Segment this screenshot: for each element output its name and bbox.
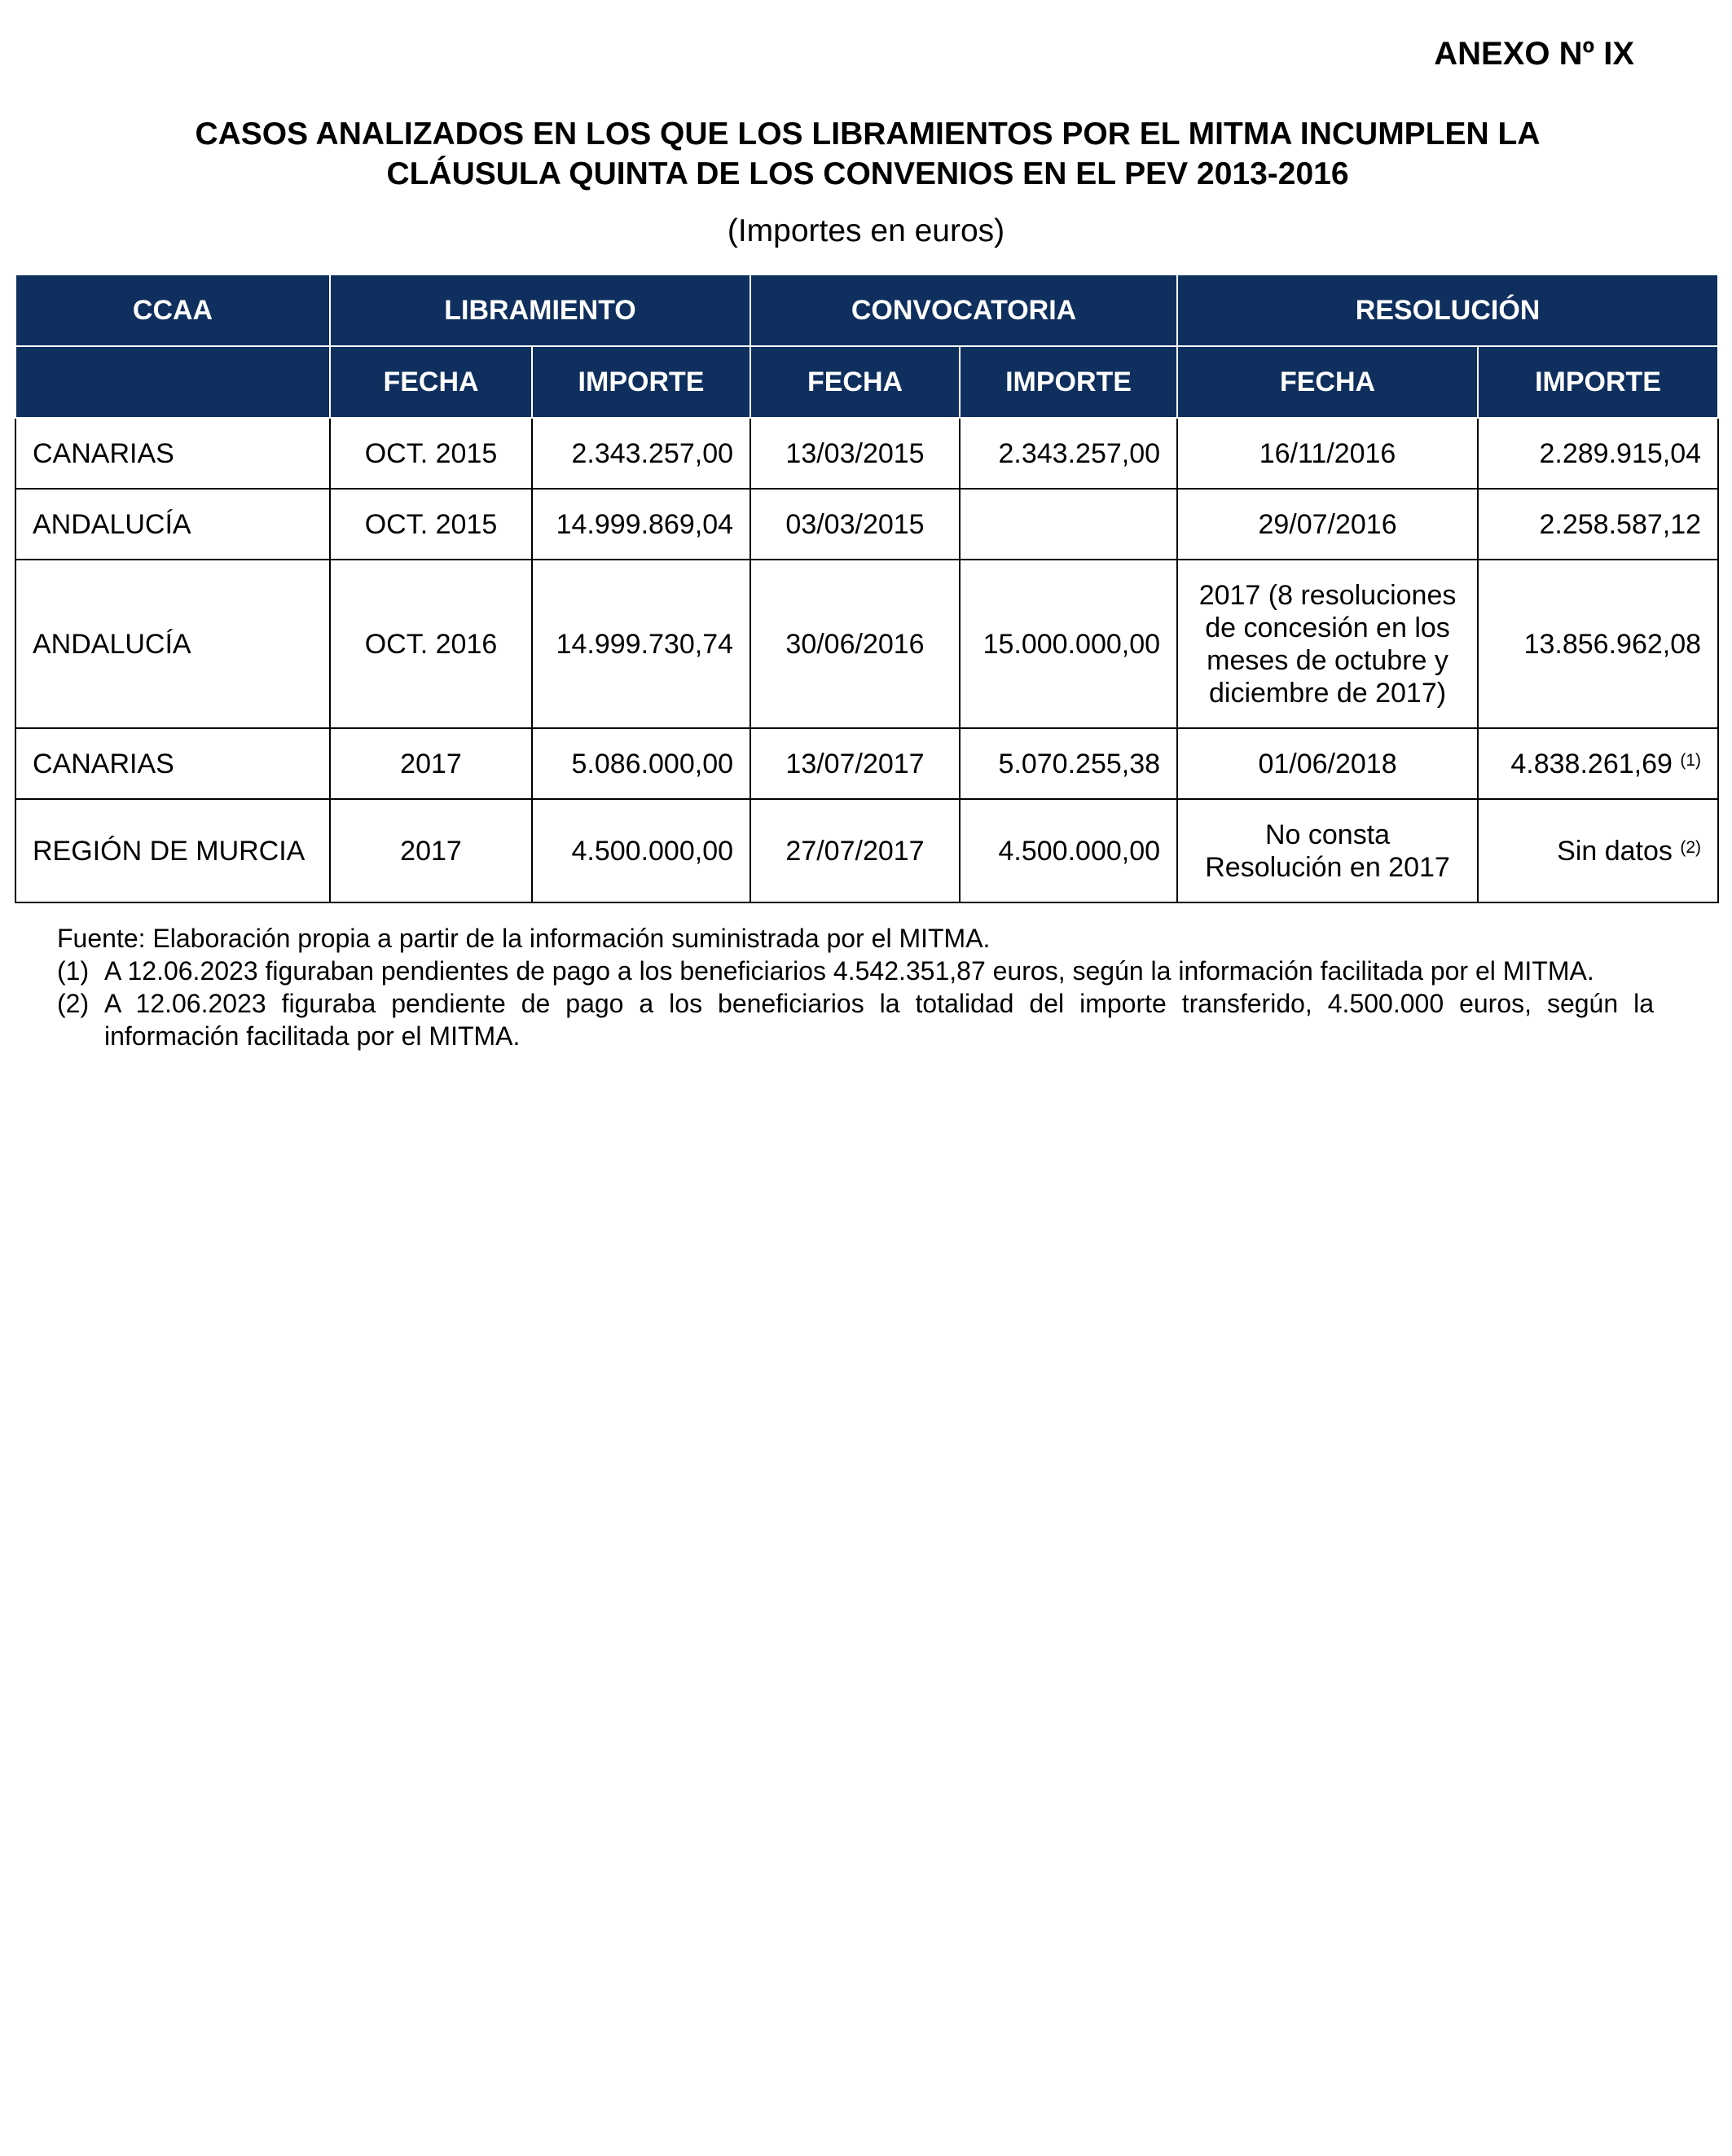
res-fecha-line: Resolución en 2017 xyxy=(1205,851,1450,883)
footnote-2 xyxy=(57,987,1654,1052)
cell-lib-fecha: OCT. 2015 xyxy=(330,489,532,560)
cell-lib-fecha: 2017 xyxy=(330,728,532,799)
title-line-2: CLÁUSULA QUINTA DE LOS CONVENIOS EN EL PEV 2013-2016 xyxy=(386,156,1349,191)
table-row xyxy=(15,418,1718,489)
cell-conv-fecha: 27/07/2017 xyxy=(750,799,960,902)
page-title xyxy=(49,114,1686,194)
footnote-text: A 12.06.2023 figuraba pendiente de pago a los beneficiarios la totalidad del importe transferido, 4.500.000 euros, según la información facilitada por el MITMA. xyxy=(104,989,1654,1051)
header-conv-fecha: FECHA xyxy=(750,346,960,418)
cell-res-fecha: 16/11/2016 xyxy=(1177,418,1478,489)
res-fecha-line: de concesión en los xyxy=(1205,612,1450,643)
footnote-number: (1) xyxy=(57,956,90,986)
header-lib-fecha: FECHA xyxy=(330,346,532,418)
title-line-1: CASOS ANALIZADOS EN LOS QUE LOS LIBRAMIENTOS POR EL MITMA INCUMPLEN LA xyxy=(195,116,1541,151)
header-ccaa: CCAA xyxy=(15,274,330,346)
res-fecha-line: No consta xyxy=(1264,819,1391,850)
cell-res-fecha xyxy=(1177,799,1478,902)
table-footer xyxy=(57,922,1654,1052)
res-importe-value: Sin datos xyxy=(1557,835,1673,867)
cases-table xyxy=(15,274,1719,903)
header-lib-importe: IMPORTE xyxy=(532,346,750,418)
cell-ccaa: CANARIAS xyxy=(15,418,330,489)
res-fecha-line: diciembre de 2017) xyxy=(1209,677,1447,709)
cell-res-importe: 13.856.962,08 xyxy=(1478,560,1718,728)
cell-res-importe xyxy=(1478,728,1718,799)
cell-conv-importe: 5.070.255,38 xyxy=(960,728,1177,799)
cell-lib-importe: 4.500.000,00 xyxy=(532,799,750,902)
cell-conv-fecha: 30/06/2016 xyxy=(750,560,960,728)
cell-conv-importe xyxy=(960,489,1177,560)
cell-conv-fecha: 13/07/2017 xyxy=(750,728,960,799)
header-resolucion: RESOLUCIÓN xyxy=(1177,274,1718,346)
cell-ccaa: CANARIAS xyxy=(15,728,330,799)
cell-res-importe xyxy=(1478,799,1718,902)
cell-res-fecha: 01/06/2018 xyxy=(1177,728,1478,799)
cell-conv-importe: 4.500.000,00 xyxy=(960,799,1177,902)
cell-res-importe: 2.258.587,12 xyxy=(1478,489,1718,560)
cell-res-fecha: 29/07/2016 xyxy=(1177,489,1478,560)
footnote-ref: (2) xyxy=(1680,837,1702,857)
cell-lib-fecha: 2017 xyxy=(330,799,532,902)
table-row xyxy=(15,489,1718,560)
footnote-number: (2) xyxy=(57,989,90,1018)
cell-lib-fecha: OCT. 2016 xyxy=(330,560,532,728)
cell-conv-fecha: 13/03/2015 xyxy=(750,418,960,489)
cell-conv-fecha: 03/03/2015 xyxy=(750,489,960,560)
cell-lib-importe: 14.999.869,04 xyxy=(532,489,750,560)
table-row xyxy=(15,560,1718,728)
header-libramiento: LIBRAMIENTO xyxy=(330,274,750,346)
footnote-text: A 12.06.2023 figuraban pendientes de pago a los beneficiarios 4.542.351,87 euros, según la información facilitada por el MITMA. xyxy=(104,956,1594,986)
cell-conv-importe: 2.343.257,00 xyxy=(960,418,1177,489)
header-sub-row xyxy=(15,346,1718,418)
header-convocatoria: CONVOCATORIA xyxy=(750,274,1177,346)
cell-conv-importe: 15.000.000,00 xyxy=(960,560,1177,728)
units-subtitle: (Importes en euros) xyxy=(727,213,1005,248)
cell-lib-importe: 14.999.730,74 xyxy=(532,560,750,728)
cell-lib-fecha: OCT. 2015 xyxy=(330,418,532,489)
res-fecha-line: meses de octubre y xyxy=(1207,644,1448,676)
cell-lib-importe: 2.343.257,00 xyxy=(532,418,750,489)
header-res-fecha: FECHA xyxy=(1177,346,1478,418)
source-note: Fuente: Elaboración propia a partir de la información suministrada por el MITMA. xyxy=(57,924,991,953)
res-importe-value: 4.838.261,69 xyxy=(1510,748,1673,779)
cell-res-fecha xyxy=(1177,560,1478,728)
cell-ccaa: ANDALUCÍA xyxy=(15,560,330,728)
cell-res-importe: 2.289.915,04 xyxy=(1478,418,1718,489)
annex-label: ANEXO Nº IX xyxy=(1434,36,1634,72)
header-group-row xyxy=(15,274,1718,346)
footnote-1 xyxy=(57,955,1654,987)
cell-lib-importe: 5.086.000,00 xyxy=(532,728,750,799)
header-empty xyxy=(15,346,330,418)
cell-ccaa: REGIÓN DE MURCIA xyxy=(15,799,330,902)
cell-ccaa: ANDALUCÍA xyxy=(15,489,330,560)
res-fecha-line: 2017 (8 resoluciones xyxy=(1198,579,1457,611)
header-res-importe: IMPORTE xyxy=(1478,346,1718,418)
table-row xyxy=(15,799,1718,902)
header-conv-importe: IMPORTE xyxy=(960,346,1177,418)
table-row xyxy=(15,728,1718,799)
footnote-ref: (1) xyxy=(1680,750,1702,770)
